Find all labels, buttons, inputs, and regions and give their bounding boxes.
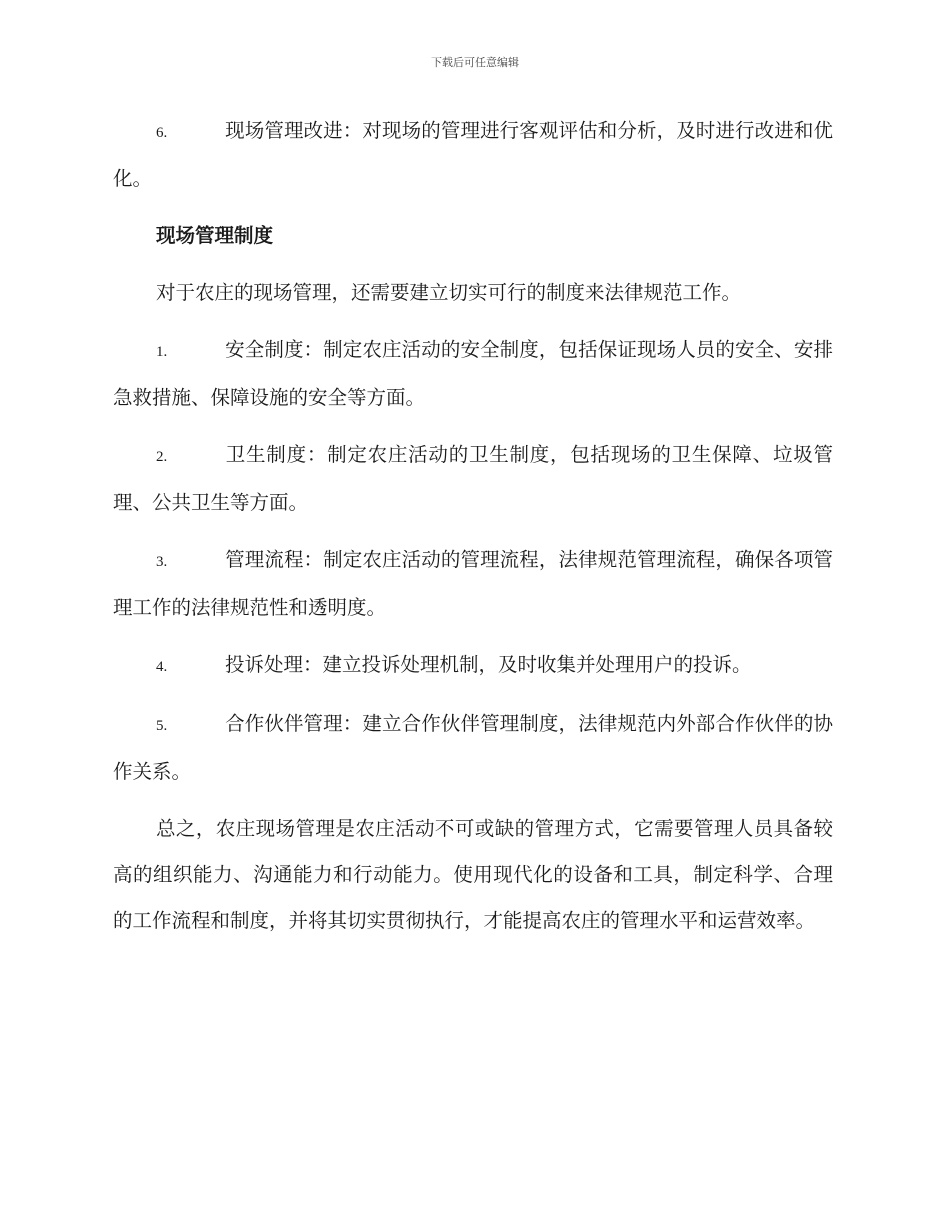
list-item-number: 1. [156,344,168,360]
page-header: 下载后可任意编辑 [431,56,519,69]
list-item-2 [113,432,833,526]
list-item-number: 2. [156,449,168,465]
document-body [113,108,833,955]
section-heading: 现场管理制度 [156,224,274,247]
list-item-5 [113,701,833,795]
list-item-text: 卫生制度：制定农庄活动的卫生制度，包括现场的卫生保障、垃圾管理、公共卫生等方面。 [113,443,833,514]
list-item-text: 安全制度：制定农庄活动的安全制度，包括保证现场人员的安全、安排急救措施、保障设施的安全等方面。 [113,338,833,409]
section-intro: 对于农庄的现场管理，还需要建立切实可行的制度来法律规范工作。 [156,281,742,304]
list-item-text: 管理流程：制定农庄活动的管理流程，法律规范管理流程，确保各项管理工作的法律规范性和透明度。 [113,548,833,619]
list-item-number: 3. [156,554,168,570]
list-item-text: 合作伙伴管理：建立合作伙伴管理制度，法律规范内外部合作伙伴的协作关系。 [113,712,833,783]
list-item-number: 6. [156,125,168,141]
list-item-1 [113,327,833,421]
conclusion-paragraph: 总之，农庄现场管理是农庄活动不可或缺的管理方式，它需要管理人员具备较高的组织能力、沟通能力和行动能力。使用现代化的设备和工具，制定科学、合理的工作流程和制度，并将其切实贯彻执行，才能提高农庄的管理水平和运营效率。 [113,817,833,932]
list-item-3 [113,537,833,631]
list-item-4 [113,642,833,690]
list-item-text: 现场管理改进：对现场的管理进行客观评估和分析，及时进行改进和优化。 [113,119,833,190]
list-item-text: 投诉处理：建立投诉处理机制，及时收集并处理用户的投诉。 [225,653,752,676]
list-item-number: 4. [156,659,168,675]
list-item-6 [113,108,833,202]
list-item-number: 5. [156,718,168,734]
